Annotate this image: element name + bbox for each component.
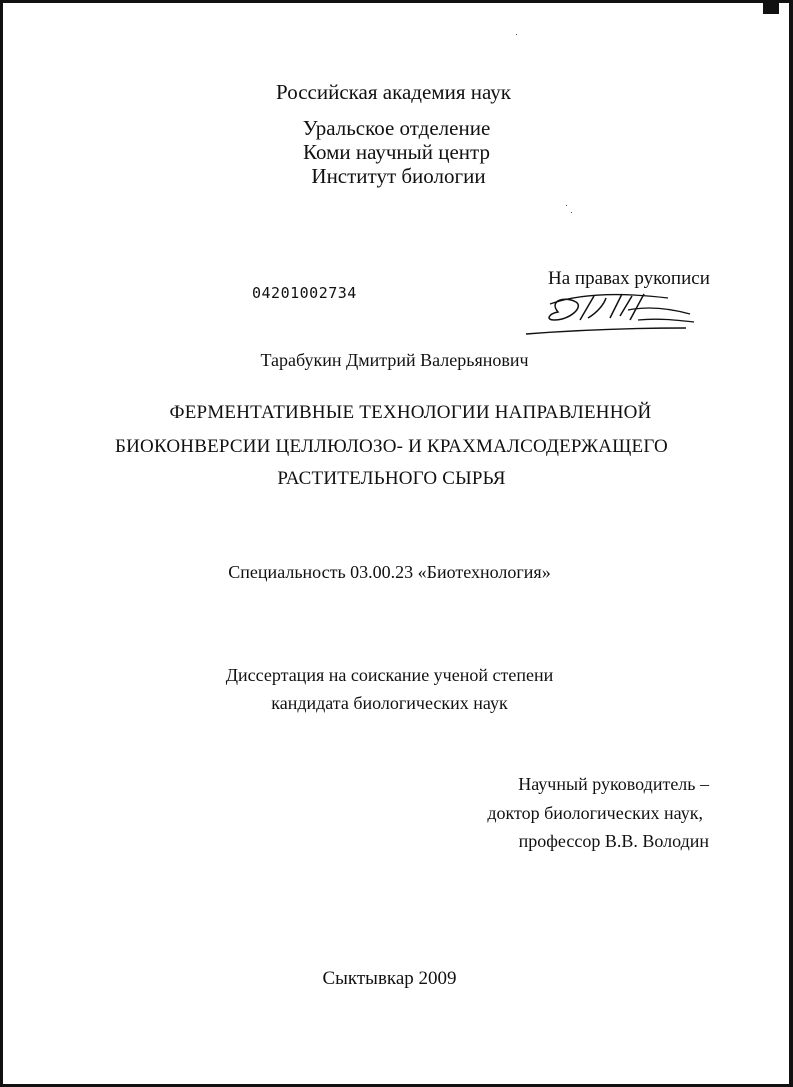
scan-corner-mark	[763, 2, 779, 14]
specialty: Специальность 03.00.23 «Биотехнология»	[228, 562, 551, 582]
thesis-title-line-1: ФЕРМЕНТАТИВНЫЕ ТЕХНОЛОГИИ НАПРАВЛЕННОЙ	[169, 402, 652, 423]
dissertation-line-1: Диссертация на соискание ученой степени	[225, 665, 554, 685]
author-name: Тарабукин Дмитрий Валерьянович	[260, 350, 529, 370]
thesis-title-line-2: БИОКОНВЕРСИИ ЦЕЛЛЮЛОЗО- И КРАХМАЛСОДЕРЖАЩЕГО	[115, 436, 668, 457]
institute-name: Институт биологии	[311, 164, 486, 188]
scan-speck	[566, 205, 567, 206]
scan-speck	[516, 34, 517, 35]
scan-speck	[571, 212, 572, 213]
city-year: Сыктывкар 2009	[322, 968, 457, 989]
registration-number: 04201002734	[252, 284, 357, 302]
thesis-title-line-3: РАСТИТЕЛЬНОГО СЫРЬЯ	[277, 468, 506, 489]
supervisor-line-1: Научный руководитель –	[518, 774, 709, 794]
rights-notice: На правах рукописи	[548, 268, 710, 289]
dissertation-line-2: кандидата биологических наук	[271, 693, 508, 713]
scan-border-top	[0, 0, 793, 3]
centre-name: Коми научный центр	[303, 140, 490, 164]
branch-name: Уральское отделение	[302, 116, 491, 140]
supervisor-line-2: доктор биологических наук,	[487, 803, 703, 823]
handwritten-signature	[518, 290, 698, 338]
academy-name: Российская академия наук	[276, 80, 511, 104]
supervisor-line-3: профессор В.В. Володин	[518, 831, 709, 851]
